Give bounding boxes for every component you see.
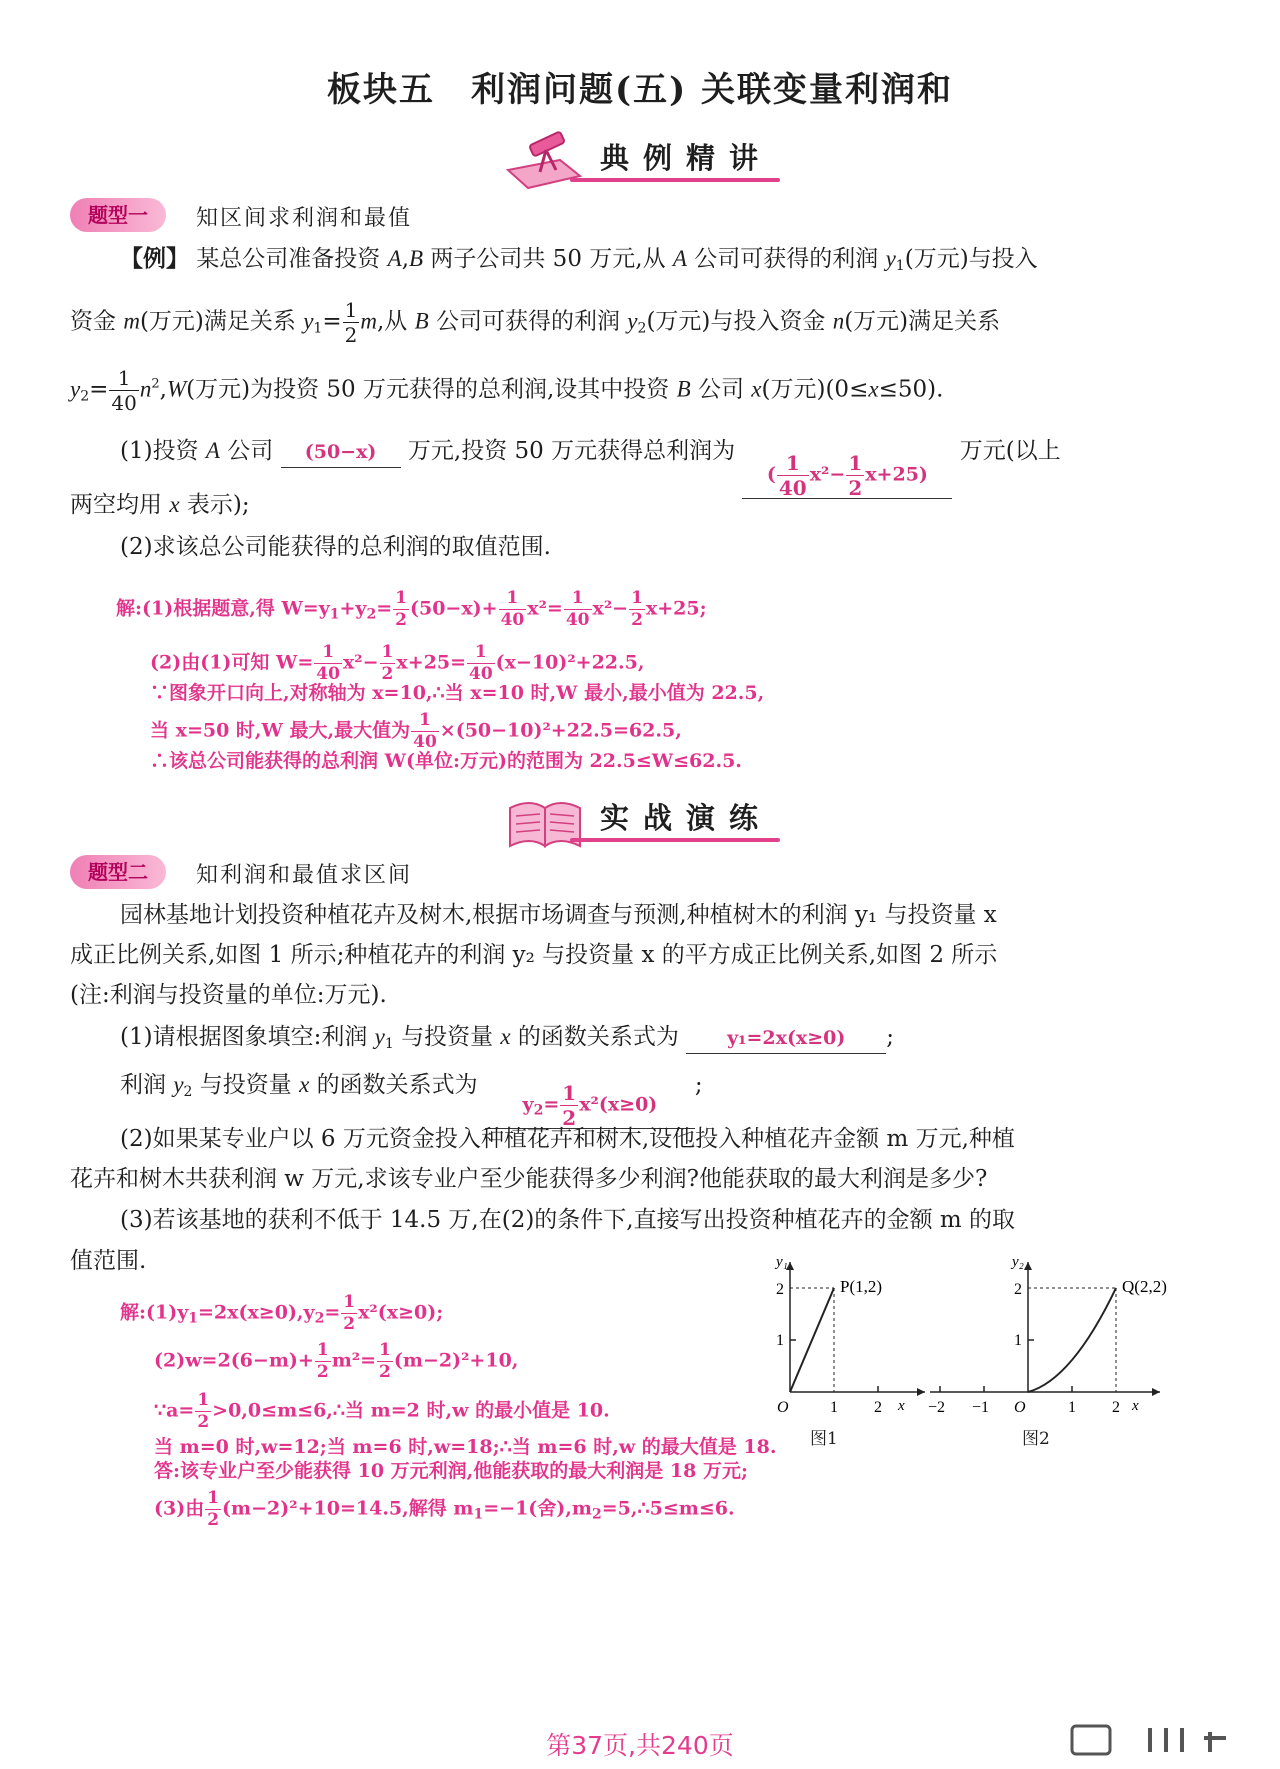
graph2-curve (1028, 1288, 1116, 1392)
graph2-xtick-neg1: −1 (972, 1399, 990, 1416)
solution2-line-1: 解$:(1)y_1=2x(x\ge 0),y_2=$ $\frac{1}{2}$ x²(x≥0); (120, 1292, 444, 1334)
page-title (0, 62, 1280, 111)
solution2-line-3: ∵a= $\frac{1}{2}$ >0,0≤m≤6,∴当 m=2 时,w 的最小值是 10. (154, 1390, 610, 1432)
graph2-x-label: x (1132, 1398, 1139, 1414)
solution2-line-2: (2)w=2(6−m)+ $\frac{1}{2}$ m²= $\frac{1}{2}$ (m−2)²+10, (154, 1340, 519, 1382)
graph2-point-label: Q(2,2) (1122, 1277, 1167, 1296)
graph1-caption: 图1 (810, 1429, 838, 1449)
banner-underline (570, 838, 780, 842)
practice-q1-line-2: 利润 $y_2$ 与投资量 x 的函数关系式为 $y_2=$ $\frac{1}{2}$ x²(x≥0); (120, 1072, 703, 1130)
practice-line-2: 成正比例关系,如图 1 所示;种植花卉的利润 y₂ 与投资量 x 的平方成正比例关系,如图 2 所示 (70, 942, 998, 968)
practice-q3-line-2: 值范围. (70, 1248, 147, 1274)
graph1-ytick-1: 1 (776, 1332, 784, 1349)
graph1-y-label: y₁ (776, 1254, 788, 1270)
type1-title: 知区间求利润和最值 (196, 206, 413, 231)
example-label: 【例】 (120, 245, 189, 272)
title-part2: 利润问题(五) 关联变量利润和 (470, 70, 953, 110)
type1-tag: 题型一 (70, 198, 166, 232)
graph2-ytick-2: 2 (1014, 1281, 1022, 1298)
graph2-xtick-2: 2 (1112, 1399, 1120, 1416)
graph-2 (920, 1250, 1210, 1420)
solution1-line-2: (2)由(1)可知 W= $\frac{1}{40}$ x²− $\frac{1}{2}$ x+25= $\frac{1}{40}$ (x−10)²+22.5, (150, 642, 645, 684)
graph-1 (750, 1250, 930, 1420)
graph1-point-label: P(1,2) (840, 1277, 883, 1296)
example-line-1: 【例】 某总公司准备投资 A,B 两子公司共 50 万元,从 A 公司可获得的利润 $y_1$(万元)与投入 (120, 245, 1038, 274)
solution2-line-4: 当 m=0 时,w=12;当 m=6 时,w=18;∴当 m=6 时,w 的最大值是 18. (154, 1436, 777, 1458)
title-part1: 板块五 (326, 70, 435, 110)
practice-q2-line-2: 花卉和树木共获利润 w 万元,求该专业户至少能获得多少利润?他能获取的最大利润是多少? (70, 1166, 988, 1192)
answer-blank-2: ( $\frac{1}{40}$ x²− $\frac{1}{2}$ x+25) (742, 453, 952, 499)
practice-q3-line-1: (3)若该基地的获利不低于 14.5 万,在(2)的条件下,直接写出投资种植花卉的金额 m 的取 (120, 1207, 1016, 1233)
page-indicator: 第37页,共240页 (546, 1731, 734, 1760)
solution1-line-5: ∴该总公司能获得的总利润 W(单位:万元)的范围为 22.5≤W≤62.5. (150, 750, 742, 772)
solution2-line-6: (3)由 $\frac{1}{2}$ (m−2)²+10=14.5,解得 $m_1=-1$(舍)$,m_2=5,\therefore 5\le m\le 6$. (154, 1488, 735, 1530)
example-line-2: 资金 m(万元)满足关系 $y_1=$ $\frac{1}{2}$ m,从 B 公司可获得的利润 $y_2$(万元)与投入资金 n(万元)满足关系 (70, 298, 1001, 347)
answer-blank-4: $y_2=$ $\frac{1}{2}$ x²(x≥0) (485, 1083, 695, 1130)
graph1-xtick-2: 2 (874, 1399, 882, 1416)
graph2-origin: O (1014, 1399, 1026, 1416)
banner-typical-examples-text: 典例精讲 (600, 141, 773, 175)
practice-line-1: 园林基地计划投资种植花卉及树木,根据市场调查与预测,种植树木的利润 y₁ 与投资量 x (120, 902, 997, 928)
book-icon (500, 790, 590, 854)
graph2-y-label: y₂ (1012, 1254, 1024, 1270)
type2-tag: 题型二 (70, 855, 166, 889)
banner-practice-text: 实战演练 (600, 801, 773, 835)
graph1-line (790, 1288, 834, 1392)
solution1-line-4: 当 x=50 时,W 最大,最大值为 $\frac{1}{40}$ ×(50−10)²+22.5=62.5, (150, 710, 682, 752)
example-q1-cont: 两空均用 x 表示); (70, 492, 250, 518)
graph2-xtick-1: 1 (1068, 1399, 1076, 1416)
graph2-caption: 图2 (1022, 1429, 1050, 1449)
graph1-x-label: x (898, 1398, 905, 1414)
graph2-ytick-1: 1 (1014, 1332, 1022, 1349)
answer-blank-1: (50−x) (281, 437, 401, 468)
example-line-3: $y_2=$ $\frac{1}{40}$ $n^2,W$(万元)为投资 50 万元获得的总利润,设其中投资 B 公司 x(万元)(0≤x≤50). (70, 366, 944, 415)
example-q1: (1)投资 A 公司 (50−x) 万元,投资 50 万元获得总利润为 ( $\frac{1}{40}$ x²− $\frac{1}{2}$ x+25) 万元(以上 (120, 438, 1061, 500)
fullscreen-icon[interactable] (1072, 1726, 1110, 1754)
banner-underline (570, 178, 780, 182)
graph1-origin: O (777, 1399, 789, 1416)
graph2-xtick-neg2: −2 (928, 1399, 946, 1416)
practice-q2-line-1: (2)如果某专业户以 6 万元资金投入种植花卉和树木,设他投入种植花卉金额 m 万元,种植 (120, 1126, 1015, 1152)
viewer-toolbar[interactable] (1070, 1722, 1240, 1758)
banner-typical-examples (500, 130, 800, 194)
practice-line-3: (注:利润与投资量的单位:万元). (70, 982, 387, 1008)
banner-practice (500, 790, 800, 854)
answer-blank-3: y₁=2x(x≥0) (686, 1023, 886, 1054)
practice-q1-line-1: (1)请根据图象填空:利润 $y_1$ 与投资量 x 的函数关系式为 y₁=2x(x≥0) ; (120, 1024, 894, 1052)
type2-title: 知利润和最值求区间 (196, 863, 413, 888)
telescope-icon (500, 130, 590, 194)
graph1-xtick-1: 1 (830, 1399, 838, 1416)
solution1-line-1: 解:(1)根据题意,得 $W=y_1+y_2=$ $\frac{1}{2}$ (50−x)+ $\frac{1}{40}$ x²= $\frac{1}{40}$ x²− $\frac{1}{2}$ x+25; (116, 588, 707, 630)
solution2-line-5: 答:该专业户至少能获得 10 万元利润,他能获取的最大利润是 18 万元; (154, 1460, 748, 1482)
graph1-ytick-2: 2 (776, 1281, 784, 1298)
solution1-line-3: ∵图象开口向上,对称轴为 x=10,∴当 x=10 时,W 最小,最小值为 22.5, (150, 682, 765, 704)
example-q2: (2)求该总公司能获得的总利润的取值范围. (120, 534, 551, 560)
